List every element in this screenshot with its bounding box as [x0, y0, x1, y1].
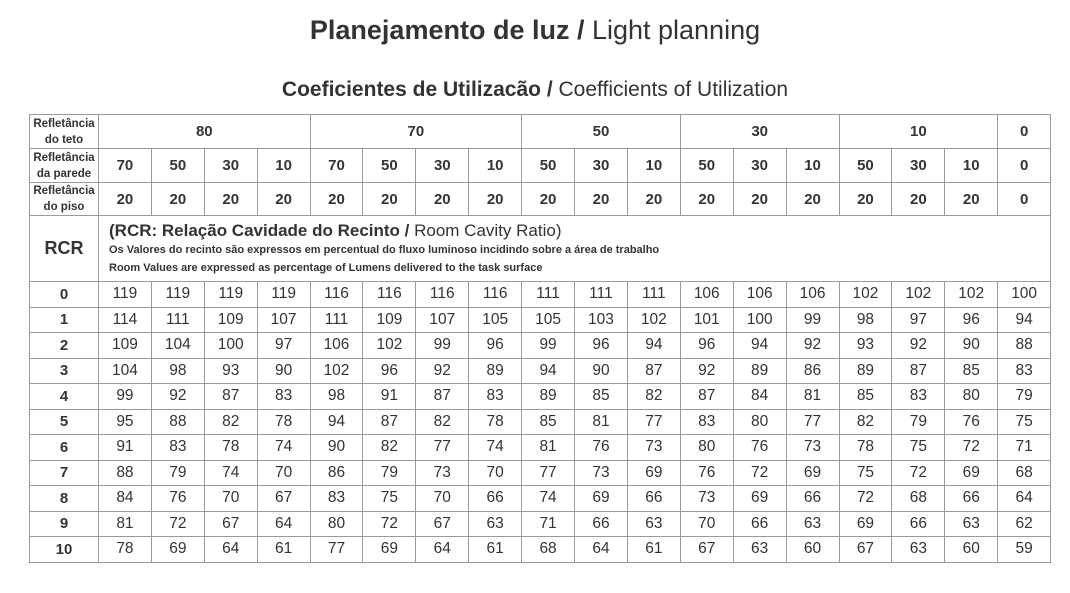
utilization-value: 90: [310, 435, 363, 461]
utilization-value: 81: [99, 511, 152, 537]
utilization-value: 116: [416, 282, 469, 308]
utilization-value: 111: [522, 282, 575, 308]
floor-reflectance-label: Refletância do piso: [30, 183, 99, 216]
utilization-value: 82: [839, 409, 892, 435]
coefficients-table-body: [30, 115, 1051, 563]
ceiling-reflectance-value: 50: [522, 115, 681, 149]
utilization-value: 64: [204, 537, 257, 563]
utilization-value: 72: [945, 435, 998, 461]
floor-reflectance-value: 20: [892, 183, 945, 216]
utilization-value: 102: [310, 358, 363, 384]
utilization-value: 63: [469, 511, 522, 537]
wall-reflectance-value: 10: [257, 149, 310, 183]
utilization-value: 76: [151, 486, 204, 512]
utilization-value: 94: [733, 333, 786, 359]
utilization-value: 83: [469, 384, 522, 410]
floor-reflectance-value: 20: [99, 183, 152, 216]
wall-reflectance-value: 10: [786, 149, 839, 183]
table-title-bold: Coeficientes de Utilizacão /: [281, 78, 553, 101]
utilization-value: 86: [786, 358, 839, 384]
utilization-value: 80: [733, 409, 786, 435]
utilization-value: 87: [892, 358, 945, 384]
utilization-value: 93: [839, 333, 892, 359]
utilization-value: 77: [522, 460, 575, 486]
utilization-value: 99: [522, 333, 575, 359]
utilization-value: 68: [998, 460, 1051, 486]
utilization-value: 67: [204, 511, 257, 537]
table-title-regular: Coefficients of Utilization: [552, 78, 789, 101]
utilization-value: 63: [627, 511, 680, 537]
utilization-value: 70: [204, 486, 257, 512]
table-row: [30, 384, 1051, 410]
floor-reflectance-value: 20: [204, 183, 257, 216]
wall-reflectance-value: 50: [151, 149, 204, 183]
utilization-value: 90: [257, 358, 310, 384]
utilization-value: 111: [627, 282, 680, 308]
utilization-value: 80: [310, 511, 363, 537]
utilization-value: 104: [151, 333, 204, 359]
rcr-note-heading: [109, 220, 1050, 241]
utilization-value: 73: [786, 435, 839, 461]
wall-reflectance-value: 50: [839, 149, 892, 183]
utilization-value: 80: [680, 435, 733, 461]
utilization-value: 85: [839, 384, 892, 410]
utilization-value: 82: [363, 435, 416, 461]
utilization-value: 66: [733, 511, 786, 537]
utilization-value: 77: [310, 537, 363, 563]
table-row: [30, 511, 1051, 537]
utilization-value: 78: [204, 435, 257, 461]
table-title: [0, 76, 1070, 104]
utilization-value: 63: [733, 537, 786, 563]
utilization-value: 92: [786, 333, 839, 359]
utilization-value: 106: [786, 282, 839, 308]
utilization-value: 107: [416, 307, 469, 333]
rcr-value: 3: [30, 358, 99, 384]
utilization-value: 106: [680, 282, 733, 308]
table-row: [30, 435, 1051, 461]
rcr-value: 6: [30, 435, 99, 461]
utilization-value: 75: [363, 486, 416, 512]
utilization-value: 70: [257, 460, 310, 486]
utilization-value: 73: [680, 486, 733, 512]
utilization-value: 76: [680, 460, 733, 486]
table-row: [30, 460, 1051, 486]
wall-reflectance-value: 50: [680, 149, 733, 183]
utilization-value: 89: [469, 358, 522, 384]
utilization-value: 109: [204, 307, 257, 333]
utilization-value: 72: [363, 511, 416, 537]
utilization-value: 81: [786, 384, 839, 410]
utilization-value: 85: [522, 409, 575, 435]
utilization-value: 67: [416, 511, 469, 537]
rcr-value: 9: [30, 511, 99, 537]
utilization-value: 67: [680, 537, 733, 563]
wall-reflectance-value: 10: [945, 149, 998, 183]
utilization-value: 88: [998, 333, 1051, 359]
utilization-value: 114: [99, 307, 152, 333]
utilization-value: 75: [839, 460, 892, 486]
utilization-value: 96: [575, 333, 628, 359]
utilization-value: 74: [469, 435, 522, 461]
utilization-value: 97: [892, 307, 945, 333]
utilization-value: 89: [839, 358, 892, 384]
utilization-value: 69: [786, 460, 839, 486]
utilization-value: 69: [945, 460, 998, 486]
table-row: [30, 358, 1051, 384]
utilization-value: 77: [416, 435, 469, 461]
page-title-regular: Light planning: [584, 15, 761, 45]
utilization-value: 105: [522, 307, 575, 333]
table-row: [30, 307, 1051, 333]
utilization-value: 87: [416, 384, 469, 410]
utilization-value: 93: [204, 358, 257, 384]
wall-reflectance-value: 50: [522, 149, 575, 183]
utilization-value: 68: [892, 486, 945, 512]
utilization-value: 116: [469, 282, 522, 308]
utilization-value: 73: [575, 460, 628, 486]
wall-reflectance-value: 10: [469, 149, 522, 183]
ceiling-reflectance-value: 30: [680, 115, 839, 149]
utilization-value: 111: [575, 282, 628, 308]
utilization-value: 61: [257, 537, 310, 563]
utilization-value: 84: [733, 384, 786, 410]
utilization-value: 91: [363, 384, 416, 410]
utilization-value: 96: [469, 333, 522, 359]
utilization-value: 70: [416, 486, 469, 512]
ceiling-reflectance-row: [30, 115, 1051, 149]
utilization-value: 75: [892, 435, 945, 461]
rcr-value: 0: [30, 282, 99, 308]
utilization-value: 92: [892, 333, 945, 359]
ceiling-reflectance-value: 70: [310, 115, 522, 149]
wall-reflectance-value: 50: [363, 149, 416, 183]
wall-reflectance-value: 30: [733, 149, 786, 183]
rcr-header-label: RCR: [30, 216, 99, 282]
utilization-value: 78: [257, 409, 310, 435]
utilization-value: 106: [310, 333, 363, 359]
utilization-value: 88: [151, 409, 204, 435]
utilization-value: 76: [945, 409, 998, 435]
floor-reflectance-value: 20: [469, 183, 522, 216]
utilization-value: 64: [575, 537, 628, 563]
utilization-value: 63: [786, 511, 839, 537]
utilization-value: 74: [204, 460, 257, 486]
utilization-value: 59: [998, 537, 1051, 563]
utilization-value: 116: [363, 282, 416, 308]
utilization-value: 99: [786, 307, 839, 333]
utilization-value: 87: [680, 384, 733, 410]
utilization-value: 69: [363, 537, 416, 563]
ceiling-reflectance-value: 80: [99, 115, 311, 149]
wall-reflectance-value: 0: [998, 149, 1051, 183]
utilization-value: 80: [945, 384, 998, 410]
utilization-value: 66: [945, 486, 998, 512]
utilization-value: 60: [786, 537, 839, 563]
utilization-value: 111: [151, 307, 204, 333]
floor-reflectance-value: 20: [733, 183, 786, 216]
utilization-value: 98: [839, 307, 892, 333]
rcr-note-heading-regular: Room Cavity Ratio): [409, 221, 562, 240]
utilization-value: 107: [257, 307, 310, 333]
utilization-value: 119: [99, 282, 152, 308]
utilization-value: 95: [99, 409, 152, 435]
utilization-value: 92: [416, 358, 469, 384]
utilization-value: 84: [99, 486, 152, 512]
utilization-value: 63: [892, 537, 945, 563]
utilization-value: 79: [151, 460, 204, 486]
utilization-value: 76: [575, 435, 628, 461]
utilization-value: 83: [892, 384, 945, 410]
utilization-value: 99: [416, 333, 469, 359]
utilization-value: 66: [627, 486, 680, 512]
utilization-value: 72: [839, 486, 892, 512]
utilization-value: 66: [575, 511, 628, 537]
utilization-value: 109: [99, 333, 152, 359]
floor-reflectance-value: 20: [257, 183, 310, 216]
utilization-value: 77: [786, 409, 839, 435]
floor-reflectance-value: 20: [839, 183, 892, 216]
utilization-value: 64: [416, 537, 469, 563]
utilization-value: 74: [257, 435, 310, 461]
utilization-value: 83: [257, 384, 310, 410]
utilization-value: 92: [151, 384, 204, 410]
utilization-value: 96: [680, 333, 733, 359]
rcr-value: 4: [30, 384, 99, 410]
utilization-value: 98: [310, 384, 363, 410]
utilization-value: 82: [627, 384, 680, 410]
utilization-value: 83: [680, 409, 733, 435]
utilization-value: 77: [627, 409, 680, 435]
utilization-value: 87: [363, 409, 416, 435]
wall-reflectance-value: 30: [416, 149, 469, 183]
rcr-note-english: Room Values are expressed as percentage of Lumens delivered to the task surface: [109, 262, 543, 274]
page-title-bold: Planejamento de luz /: [309, 15, 585, 45]
utilization-value: 73: [416, 460, 469, 486]
utilization-value: 79: [892, 409, 945, 435]
utilization-value: 85: [945, 358, 998, 384]
rcr-value: 8: [30, 486, 99, 512]
utilization-value: 66: [892, 511, 945, 537]
utilization-value: 98: [151, 358, 204, 384]
utilization-value: 119: [257, 282, 310, 308]
floor-reflectance-value: 20: [627, 183, 680, 216]
floor-reflectance-value: 20: [680, 183, 733, 216]
utilization-value: 69: [839, 511, 892, 537]
utilization-value: 67: [257, 486, 310, 512]
floor-reflectance-value: 20: [151, 183, 204, 216]
coefficients-table: [29, 114, 1051, 563]
ceiling-reflectance-value: 10: [839, 115, 998, 149]
utilization-value: 83: [151, 435, 204, 461]
utilization-value: 78: [99, 537, 152, 563]
utilization-value: 101: [680, 307, 733, 333]
utilization-value: 116: [310, 282, 363, 308]
utilization-value: 109: [363, 307, 416, 333]
utilization-value: 85: [575, 384, 628, 410]
table-row: [30, 282, 1051, 308]
utilization-value: 106: [733, 282, 786, 308]
floor-reflectance-row: [30, 183, 1051, 216]
rcr-note-portuguese: Os Valores do recinto são expressos em percentual do fluxo luminoso incidindo sobre a área de trabalho: [109, 244, 660, 256]
wall-reflectance-value: 30: [204, 149, 257, 183]
page-title: [0, 12, 1070, 48]
floor-reflectance-value: 20: [363, 183, 416, 216]
utilization-value: 74: [522, 486, 575, 512]
utilization-value: 72: [733, 460, 786, 486]
utilization-value: 71: [998, 435, 1051, 461]
floor-reflectance-value: 20: [416, 183, 469, 216]
utilization-value: 81: [575, 409, 628, 435]
utilization-value: 79: [998, 384, 1051, 410]
utilization-value: 90: [575, 358, 628, 384]
utilization-value: 105: [469, 307, 522, 333]
utilization-value: 69: [627, 460, 680, 486]
utilization-value: 86: [310, 460, 363, 486]
utilization-value: 83: [998, 358, 1051, 384]
utilization-value: 97: [257, 333, 310, 359]
rcr-value: 10: [30, 537, 99, 563]
utilization-value: 103: [575, 307, 628, 333]
utilization-value: 100: [733, 307, 786, 333]
wall-reflectance-value: 30: [575, 149, 628, 183]
utilization-value: 81: [522, 435, 575, 461]
utilization-value: 87: [204, 384, 257, 410]
table-row: [30, 486, 1051, 512]
utilization-value: 70: [680, 511, 733, 537]
utilization-value: 100: [998, 282, 1051, 308]
floor-reflectance-value: 20: [786, 183, 839, 216]
utilization-value: 119: [151, 282, 204, 308]
rcr-value: 1: [30, 307, 99, 333]
utilization-value: 96: [945, 307, 998, 333]
rcr-note: [99, 216, 1051, 282]
table-row: [30, 333, 1051, 359]
utilization-value: 68: [522, 537, 575, 563]
utilization-value: 91: [99, 435, 152, 461]
utilization-value: 94: [522, 358, 575, 384]
utilization-value: 79: [363, 460, 416, 486]
utilization-value: 104: [99, 358, 152, 384]
rcr-value: 7: [30, 460, 99, 486]
rcr-value: 2: [30, 333, 99, 359]
rcr-note-heading-bold: (RCR: Relação Cavidade do Recinto /: [109, 221, 410, 240]
utilization-value: 119: [204, 282, 257, 308]
floor-reflectance-value: 0: [998, 183, 1051, 216]
wall-reflectance-row: [30, 149, 1051, 183]
wall-reflectance-value: 30: [892, 149, 945, 183]
floor-reflectance-value: 20: [522, 183, 575, 216]
utilization-value: 66: [469, 486, 522, 512]
utilization-value: 69: [151, 537, 204, 563]
utilization-value: 82: [416, 409, 469, 435]
utilization-value: 64: [998, 486, 1051, 512]
wall-reflectance-label: Refletância da parede: [30, 149, 99, 183]
floor-reflectance-value: 20: [310, 183, 363, 216]
table-row: [30, 537, 1051, 563]
utilization-value: 76: [733, 435, 786, 461]
utilization-value: 78: [469, 409, 522, 435]
utilization-value: 102: [363, 333, 416, 359]
utilization-value: 92: [680, 358, 733, 384]
utilization-value: 69: [733, 486, 786, 512]
ceiling-reflectance-label: Refletância do teto: [30, 115, 99, 149]
utilization-value: 102: [627, 307, 680, 333]
utilization-value: 69: [575, 486, 628, 512]
utilization-value: 90: [945, 333, 998, 359]
floor-reflectance-value: 20: [575, 183, 628, 216]
utilization-value: 60: [945, 537, 998, 563]
rcr-value: 5: [30, 409, 99, 435]
utilization-value: 96: [363, 358, 416, 384]
utilization-value: 94: [310, 409, 363, 435]
utilization-value: 94: [998, 307, 1051, 333]
utilization-value: 111: [310, 307, 363, 333]
utilization-value: 102: [839, 282, 892, 308]
utilization-value: 78: [839, 435, 892, 461]
utilization-value: 67: [839, 537, 892, 563]
utilization-value: 66: [786, 486, 839, 512]
wall-reflectance-value: 70: [310, 149, 363, 183]
utilization-value: 72: [151, 511, 204, 537]
utilization-value: 94: [627, 333, 680, 359]
utilization-value: 89: [733, 358, 786, 384]
wall-reflectance-value: 10: [627, 149, 680, 183]
wall-reflectance-value: 70: [99, 149, 152, 183]
floor-reflectance-value: 20: [945, 183, 998, 216]
rcr-header-row: [30, 216, 1051, 282]
utilization-value: 71: [522, 511, 575, 537]
utilization-value: 72: [892, 460, 945, 486]
utilization-value: 62: [998, 511, 1051, 537]
utilization-value: 63: [945, 511, 998, 537]
utilization-value: 89: [522, 384, 575, 410]
utilization-value: 102: [892, 282, 945, 308]
utilization-value: 99: [99, 384, 152, 410]
table-row: [30, 409, 1051, 435]
utilization-value: 83: [310, 486, 363, 512]
utilization-value: 100: [204, 333, 257, 359]
utilization-value: 75: [998, 409, 1051, 435]
utilization-value: 70: [469, 460, 522, 486]
utilization-value: 61: [627, 537, 680, 563]
utilization-value: 61: [469, 537, 522, 563]
utilization-value: 87: [627, 358, 680, 384]
utilization-value: 102: [945, 282, 998, 308]
utilization-value: 73: [627, 435, 680, 461]
utilization-value: 64: [257, 511, 310, 537]
utilization-value: 82: [204, 409, 257, 435]
utilization-value: 88: [99, 460, 152, 486]
ceiling-reflectance-value: 0: [998, 115, 1051, 149]
